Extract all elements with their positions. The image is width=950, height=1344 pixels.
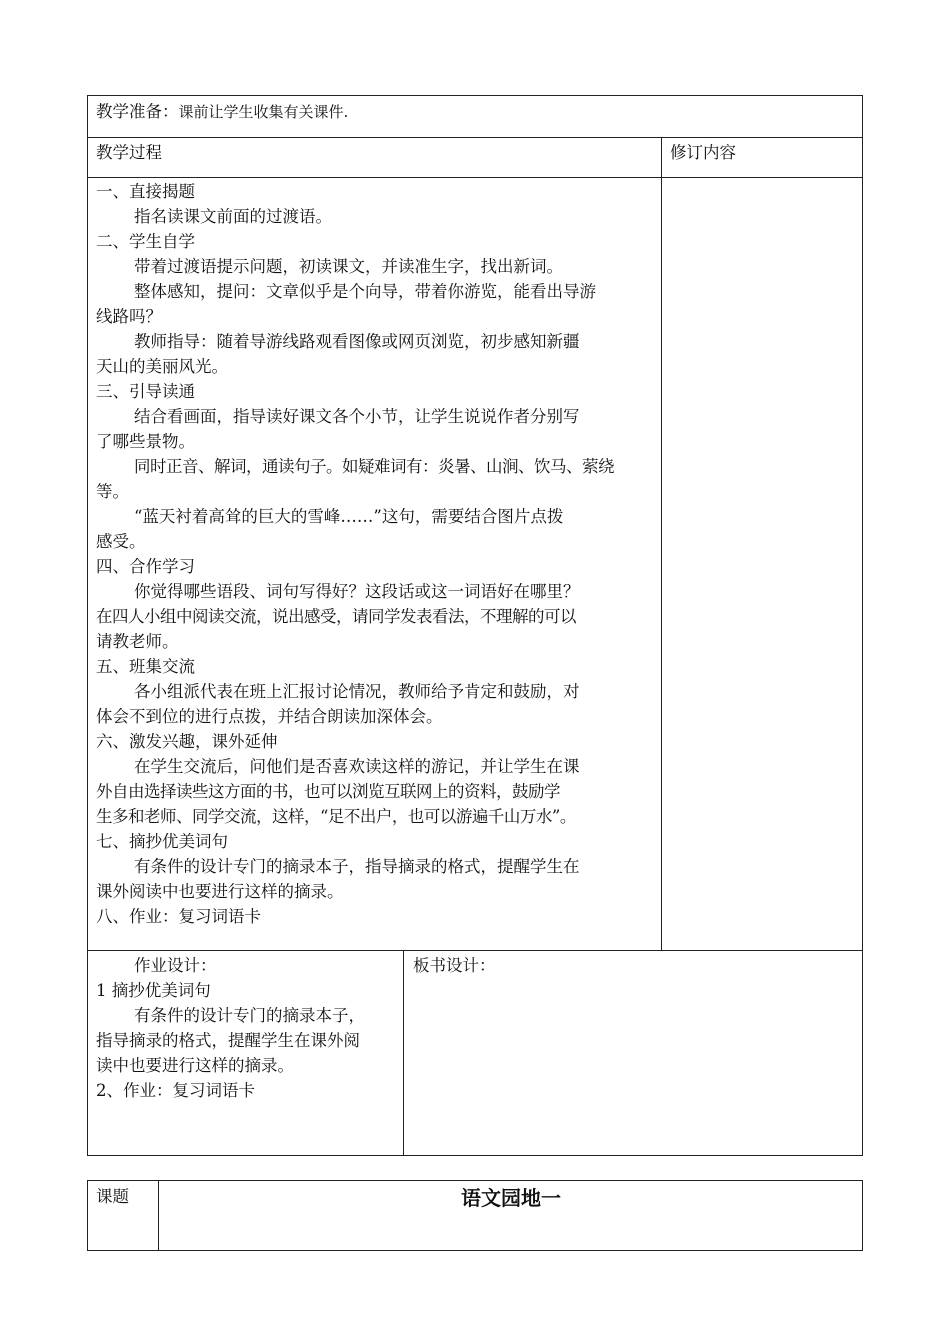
paragraph-line: 教师指导：随着导游线路观看图像或网页浏览，初步感知新疆 — [134, 332, 580, 351]
prep-label: 教学准备： — [96, 102, 179, 121]
paragraph-line: 外自由选择读些这方面的书，也可以浏览互联网上的资料，鼓励学 — [96, 782, 560, 801]
paragraph-line: 有条件的设计专门的摘录本子，指导摘录的格式，提醒学生在 — [134, 857, 580, 876]
section-heading: 一、直接揭题 — [96, 182, 195, 201]
homework-design-cell — [96, 953, 398, 1103]
paragraph-line: 体会不到位的进行点拨，并结合朗读加深体会。 — [96, 707, 443, 726]
paragraph-line: 天山的美丽风光。 — [96, 357, 228, 376]
paragraph-line: 生多和老师、同学交流，这样，“足不出户，也可以游遍千山万水”。 — [96, 807, 576, 826]
homework-heading: 作业设计： — [134, 956, 217, 975]
row-divider-prep — [87, 137, 863, 138]
prep-text: 课前让学生收集有关课件. — [178, 103, 349, 121]
paragraph-line: 你觉得哪些语段、词句写得好？这段话或这一词语好在哪里？ — [134, 582, 580, 601]
header-teaching-process: 教学过程 — [96, 143, 162, 162]
paragraph-line: 整体感知，提问：文章似乎是个向导，带着你游览，能看出导游 — [134, 282, 596, 301]
paragraph-line: 课外阅读中也要进行这样的摘录。 — [96, 882, 344, 901]
homework-line: 读中也要进行这样的摘录。 — [96, 1056, 294, 1075]
column-divider-board — [403, 950, 404, 1156]
section-heading: 三、引导读通 — [96, 382, 195, 401]
paragraph-line: 结合看画面，指导读好课文各个小节，让学生说说作者分别写 — [134, 407, 580, 426]
section-heading: 四、合作学习 — [96, 557, 195, 576]
header-revision-content: 修订内容 — [670, 143, 736, 162]
paragraph-line: 请教老师。 — [96, 632, 179, 651]
section-heading: 二、学生自学 — [96, 232, 195, 251]
section-heading: 六、激发兴趣，课外延伸 — [96, 732, 278, 751]
section-heading: 八、作业：复习词语卡 — [96, 907, 261, 926]
teaching-preparation — [96, 99, 348, 125]
teaching-process-content — [96, 179, 656, 929]
paragraph-line: 同时正音、解词，通读句子。如疑难词有：炎暑、山涧、饮马、萦绕 — [134, 457, 614, 476]
paragraph-line: 在四人小组中阅读交流，说出感受，请同学发表看法，不理解的可以 — [96, 607, 576, 626]
row-divider-process — [87, 950, 863, 951]
paragraph-line: 线路吗？ — [96, 307, 162, 326]
board-design-label: 板书设计： — [413, 956, 496, 975]
paragraph-line: “蓝天衬着高耸的巨大的雪峰……”这句，需要结合图片点拨 — [134, 507, 564, 526]
paragraph-line: 感受。 — [96, 532, 146, 551]
paragraph-line: 等。 — [96, 482, 129, 501]
homework-line: 1 摘抄优美词句 — [96, 981, 211, 1000]
paragraph-line: 指名读课文前面的过渡语。 — [134, 207, 332, 226]
section-heading: 七、摘抄优美词句 — [96, 832, 228, 851]
row-divider-header — [87, 177, 863, 178]
paragraph-line: 各小组派代表在班上汇报讨论情况，教师给予肯定和鼓励，对 — [134, 682, 580, 701]
paragraph-line: 带着过渡语提示问题，初读课文，并读准生字，找出新词。 — [134, 257, 563, 276]
homework-line: 指导摘录的格式，提醒学生在课外阅 — [96, 1031, 360, 1050]
homework-line: 2、作业：复习词语卡 — [96, 1081, 255, 1100]
homework-line: 有条件的设计专门的摘录本子， — [134, 1006, 365, 1025]
lesson-label: 课题 — [96, 1187, 129, 1206]
section-heading: 五、班集交流 — [96, 657, 195, 676]
paragraph-line: 在学生交流后，问他们是否喜欢读这样的游记，并让学生在课 — [134, 757, 580, 776]
column-divider-revision — [661, 137, 662, 951]
lesson-title: 语文园地一 — [461, 1186, 561, 1210]
paragraph-line: 了哪些景物。 — [96, 432, 195, 451]
